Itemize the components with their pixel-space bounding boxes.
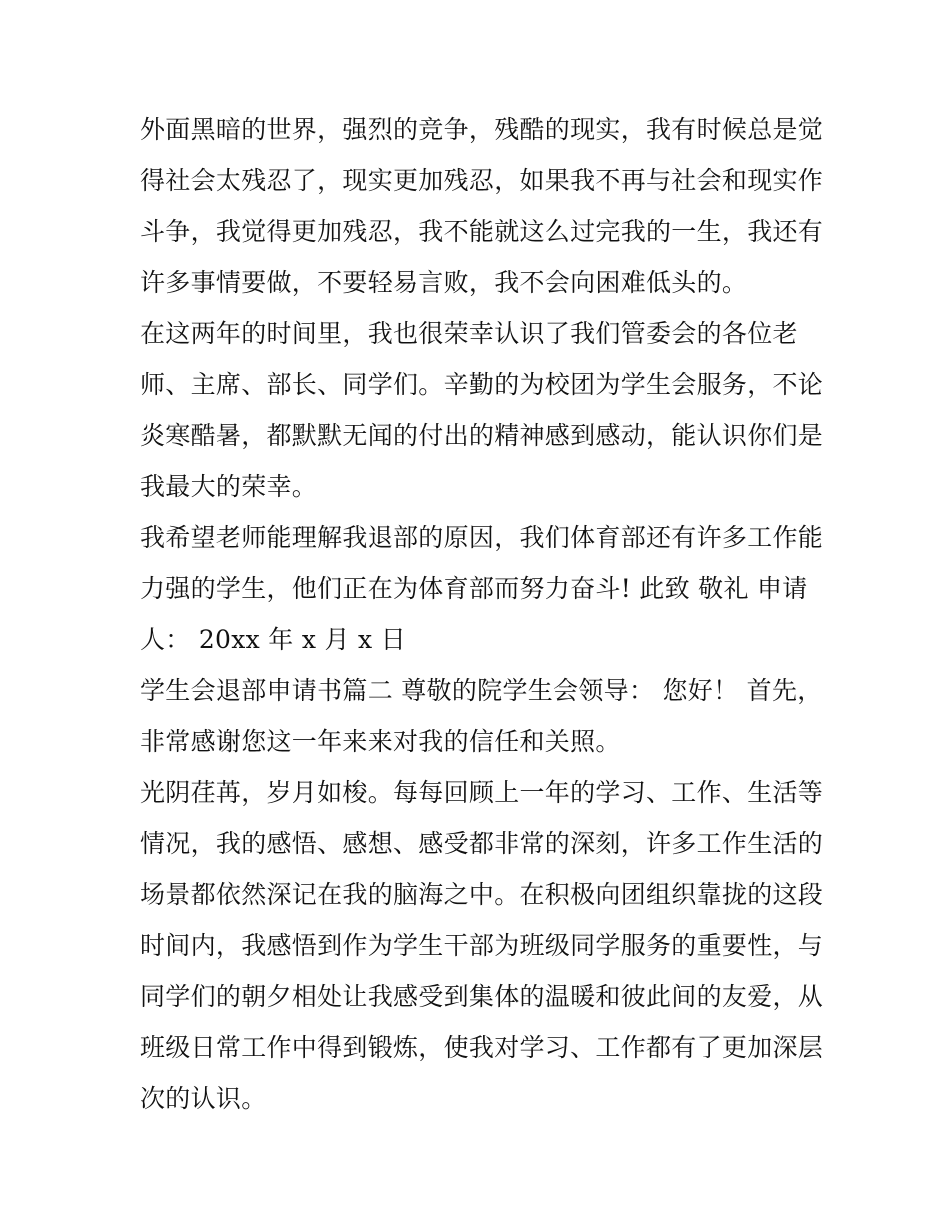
text-line: 情况，我的感悟、感想、感受都非常的深刻，许多工作生活的 [140,829,824,858]
text-line: 得社会太残忍了，现实更加残忍，如果我不再与社会和现实作 [140,166,824,195]
text-line: 光阴荏苒，岁月如梭。每每回顾上一年的学习、工作、生活等 [140,778,824,807]
text-line: 场景都依然深记在我的脑海之中。在积极向团组织靠拢的这段 [140,880,824,909]
text-line: 我最大的荣幸。 [140,472,318,501]
text-line: 力强的学生，他们正在为体育部而努力奋斗! 此致 敬礼 申请 [140,574,808,603]
text-line: 师、主席、部长、同学们。辛勤的为校团为学生会服务，不论 [140,370,824,399]
text-line: 外面黑暗的世界，强烈的竞争，残酷的现实，我有时候总是觉 [140,115,824,144]
text-line: 同学们的朝夕相处让我感受到集体的温暖和彼此间的友爱，从 [140,982,824,1011]
text-line: 学生会退部申请书篇二 尊敬的院学生会领导： 您好！ 首先， [140,676,823,705]
text-line: 在这两年的时间里，我也很荣幸认识了我们管委会的各位老 [140,319,798,348]
text-line: 时间内，我感悟到作为学生干部为班级同学服务的重要性，与 [140,931,824,960]
text-line: 我希望老师能理解我退部的原因，我们体育部还有许多工作能 [140,523,824,552]
text-line: 次的认识。 [140,1084,267,1113]
document-body [140,104,824,1124]
text-line: 班级日常工作中得到锻炼，使我对学习、工作都有了更加深层 [140,1033,824,1062]
text-line: 斗争，我觉得更加残忍，我不能就这么过完我的一生，我还有 [140,217,824,246]
text-line: 炎寒酷暑，都默默无闻的付出的精神感到感动，能认识你们是 [140,421,824,450]
text-line: 非常感谢您这一年来来对我的信任和关照。 [140,727,621,756]
text-line: 许多事情要做，不要轻易言败，我不会向困难低头的。 [140,268,748,297]
text-line: 人： 20xx 年 x 月 x 日 [140,625,406,654]
